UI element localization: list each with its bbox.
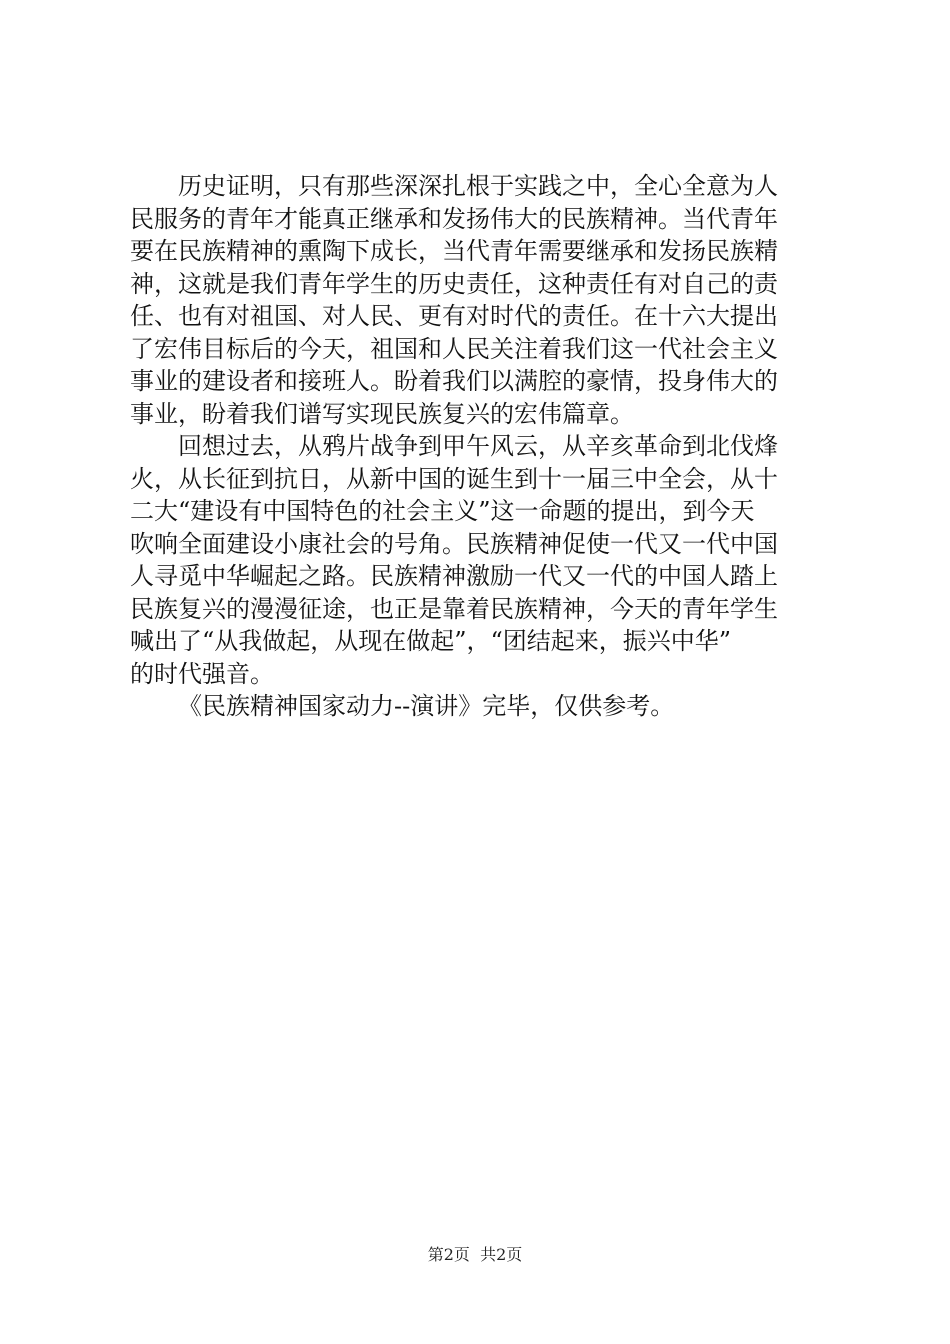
page-number-label: 第2页 共2页: [427, 1245, 523, 1264]
paragraph-1-line-3: 要在民族精神的熏陶下成长，当代青年需要继承和发扬民族精: [130, 237, 778, 265]
paragraph-2-line-4: 吹响全面建设小康社会的号角。民族精神促使一代又一代中国: [130, 529, 778, 558]
paragraph-2-line-2: 火，从长征到抗日，从新中国的诞生到十一届三中全会，从十: [130, 464, 778, 493]
paragraph-2-line-7: 喊出了“从我做起，从现在做起”，“团结起来，振兴中华”: [130, 627, 732, 655]
paragraph-1-line-1: 历史证明，只有那些深深扎根于实践之中，全心全意为人: [178, 172, 778, 200]
paragraph-1-line-5: 任、也有对祖国、对人民、更有对时代的责任。在十六大提出: [130, 302, 778, 330]
paragraph-1-line-2: 民服务的青年才能真正继承和发扬伟大的民族精神。当代青年: [130, 204, 778, 233]
paragraph-1-line-7: 事业的建设者和接班人。盼着我们以满腔的豪情，投身伟大的: [130, 367, 778, 395]
paragraph-2-line-6: 民族复兴的漫漫征途，也正是靠着民族精神，今天的青年学生: [130, 594, 778, 623]
paragraph-3-line-1: 《民族精神国家动力--演讲》完毕，仅供参考。: [178, 692, 675, 720]
paragraph-1-line-6: 了宏伟目标后的今天，祖国和人民关注着我们这一代社会主义: [130, 334, 778, 363]
page-footer: [0, 1244, 950, 1266]
paragraph-2-line-1: 回想过去，从鸦片战争到甲午风云，从辛亥革命到北伐烽: [178, 432, 778, 460]
paragraph-2-line-3: 二大“建设有中国特色的社会主义”这一命题的提出，到今天: [130, 497, 755, 525]
paragraph-1-line-4: 神，这就是我们青年学生的历史责任，这种责任有对自己的责: [130, 269, 778, 298]
document-body: [130, 170, 830, 723]
paragraph-2-line-5: 人寻觅中华崛起之路。民族精神激励一代又一代的中国人踏上: [130, 562, 778, 590]
paragraph-2-line-8: 的时代强音。: [130, 659, 274, 688]
paragraph-1-line-8: 事业，盼着我们谱写实现民族复兴的宏伟篇章。: [130, 399, 634, 428]
